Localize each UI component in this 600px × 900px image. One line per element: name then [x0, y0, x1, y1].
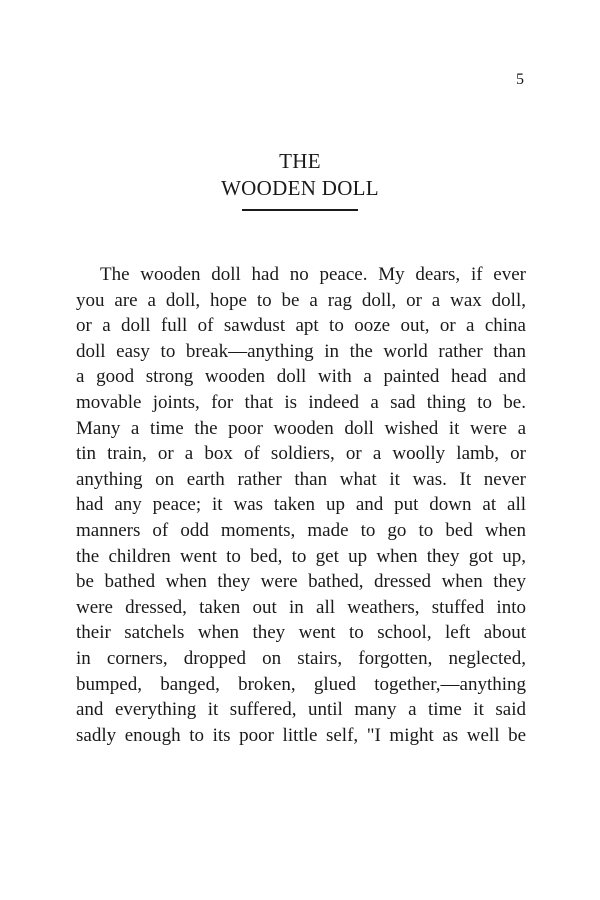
- body-line: a good strong wooden doll with a painted head and: [76, 366, 526, 388]
- body-line: tin train, or a box of soldiers, or a woolly lamb, or: [76, 443, 526, 465]
- body-line: The wooden doll had no peace. My dears, if ever: [100, 264, 526, 285]
- body-line: their satchels when they went to school, left about: [76, 622, 526, 644]
- body-line: or a doll full of sawdust apt to ooze out, or a china: [76, 315, 526, 337]
- chapter-title-line-1: THE: [279, 149, 321, 173]
- chapter-title-line-2: WOODEN DOLL: [221, 176, 379, 200]
- body-line: the children went to bed, to get up when they got up,: [76, 545, 526, 567]
- body-line: anything on earth rather than what it was. It never: [76, 468, 526, 490]
- body-line: were dressed, taken out in all weathers, stuffed into: [76, 596, 526, 618]
- body-line: movable joints, for that is indeed a sad thing to be.: [76, 391, 526, 413]
- title-underline-rule: [242, 209, 358, 211]
- body-line: bumped, banged, broken, glued together,—anything: [76, 673, 526, 695]
- body-paragraph: [76, 262, 526, 748]
- page-number: 5: [516, 71, 524, 88]
- body-line: had any peace; it was taken up and put down at all: [76, 494, 526, 516]
- chapter-title: [0, 148, 600, 202]
- body-line: Many a time the poor wooden doll wished it were a: [76, 417, 526, 439]
- body-line: doll easy to break—anything in the world rather than: [76, 340, 526, 362]
- body-line: you are a doll, hope to be a rag doll, or a wax doll,: [76, 289, 526, 311]
- body-line: in corners, dropped on stairs, forgotten, neglected,: [76, 647, 526, 669]
- body-line: sadly enough to its poor little self, "I might as well be: [76, 724, 526, 746]
- body-line: be bathed when they were bathed, dressed when they: [76, 571, 526, 593]
- body-line: and everything it suffered, until many a time it said: [76, 699, 526, 721]
- body-line: manners of odd moments, made to go to bed when: [76, 519, 526, 541]
